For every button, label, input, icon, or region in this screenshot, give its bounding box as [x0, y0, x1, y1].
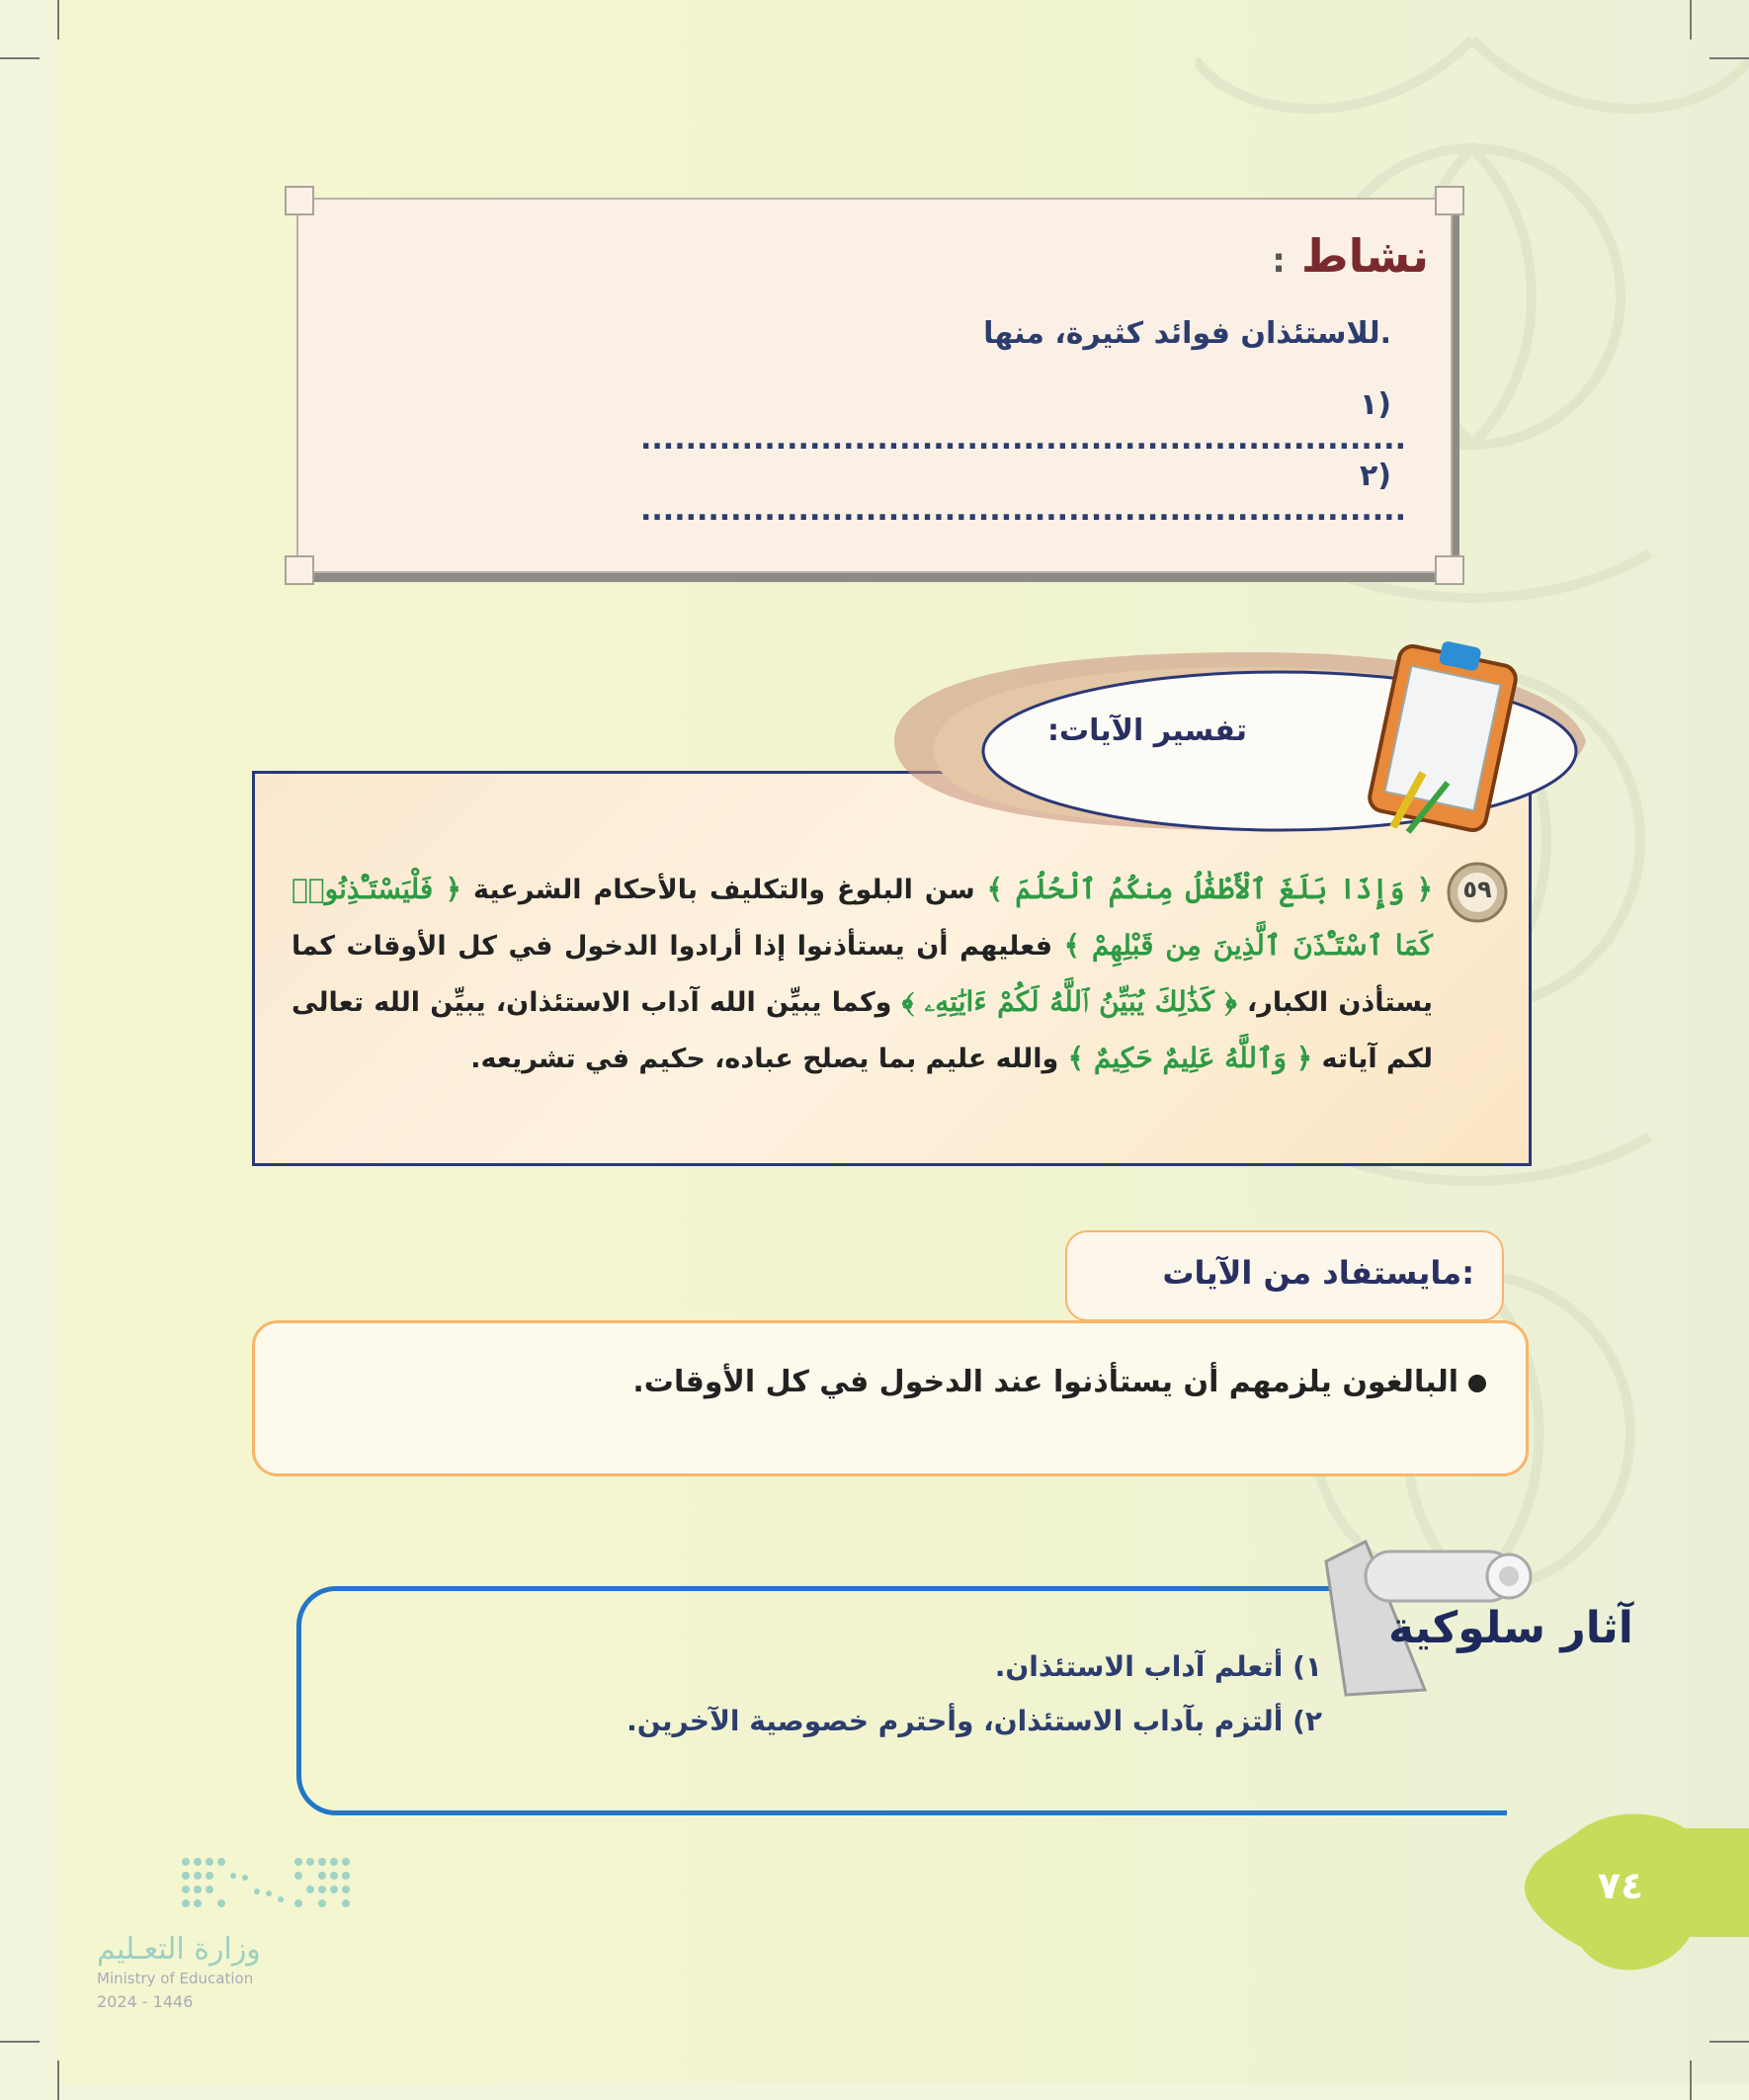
tafsir-text: [292, 862, 1433, 1087]
benefit-item: البالغون يلزمهم أن يستأذنوا عند الدخول في كل الأوقات.: [632, 1365, 1486, 1399]
crop-mark: [1709, 57, 1749, 59]
crop-mark: [1690, 2060, 1692, 2100]
corner-ornament: [285, 555, 314, 585]
bullet-icon: [1468, 1375, 1486, 1392]
tafsir-segment: فعليهم أن يستأذنوا إذا أرادوا الدخول في كل الأوقات كما يستأذن الكبار،: [292, 931, 1433, 1018]
crop-mark: [1690, 0, 1692, 40]
effects-title: آثار سلوكية: [1388, 1603, 1633, 1653]
activity-answer-line: ٢) ....................................................................: [640, 459, 1406, 528]
page-number: ٧٤: [1597, 1864, 1644, 1907]
corner-ornament: [285, 186, 314, 215]
ministry-year: 2024 - 1446: [97, 1992, 194, 2011]
tafsir-segment: وكما يبيِّن الله آداب الاستئذان، يبيِّن الله تعالى لكم آياته: [292, 987, 1433, 1074]
corner-ornament: [1435, 186, 1464, 215]
clipboard-icon: [1354, 625, 1532, 842]
quran-segment: ﴿ كَذَٰلِكَ يُبَيِّنُ ٱللَّهُ لَكُمْ ءَايَٰتِهِۦ ﴾: [901, 985, 1237, 1018]
tafsir-segment: سن البلوغ والتكليف بالأحكام الشرعية: [461, 875, 987, 905]
ministry-name-en: Ministry of Education: [97, 1970, 254, 1987]
activity-answer-line: ١) ....................................................................: [640, 387, 1406, 457]
corner-ornament: [1435, 555, 1464, 585]
tafsir-title: تفسير الآيات:: [1047, 714, 1248, 748]
ministry-name-ar: وزارة التعـليم: [97, 1932, 261, 1967]
crop-mark: [0, 57, 40, 59]
verse-number: ٥٩: [1462, 876, 1492, 903]
quran-segment: ﴿ وَٱللَّهُ عَلِيمٌ حَكِيمٌ ﴾: [1067, 1042, 1313, 1074]
crop-mark: [57, 2060, 59, 2100]
quran-segment: ﴿ فَلْيَسْتَـْٔذِنُوا۟ كَمَا ٱسْتَـْٔذَنَ ٱلَّذِينَ مِن قَبْلِهِمْ ﴾: [292, 873, 1433, 962]
crop-mark: [1709, 2041, 1749, 2043]
crop-mark: [57, 0, 59, 40]
crop-mark: [0, 2041, 40, 2043]
quran-segment: ﴿ وَإِذَا بَلَغَ ٱلْأَطْفَٰلُ مِنكُمُ ٱلْحُلُمَ ﴾: [986, 873, 1434, 905]
benefits-box: [252, 1320, 1529, 1476]
benefits-title: مايستفاد من الآيات:: [1162, 1254, 1474, 1292]
effects-item: ٢) ألتزم بآداب الاستئذان، وأحترم خصوصية الآخرين.: [626, 1705, 1322, 1737]
activity-box: [296, 198, 1453, 573]
benefits-tab: [1065, 1230, 1504, 1321]
effects-item: ١) أتعلم آداب الاستئذان.: [994, 1650, 1322, 1683]
tafsir-segment: والله عليم بما يصلح عباده، حكيم في تشريعه.: [470, 1044, 1068, 1074]
ministry-logo-icon: [180, 1856, 353, 1911]
activity-title: : نشاط: [1272, 229, 1429, 283]
activity-intro: للاستئذان فوائد كثيرة، منها.: [983, 316, 1391, 351]
